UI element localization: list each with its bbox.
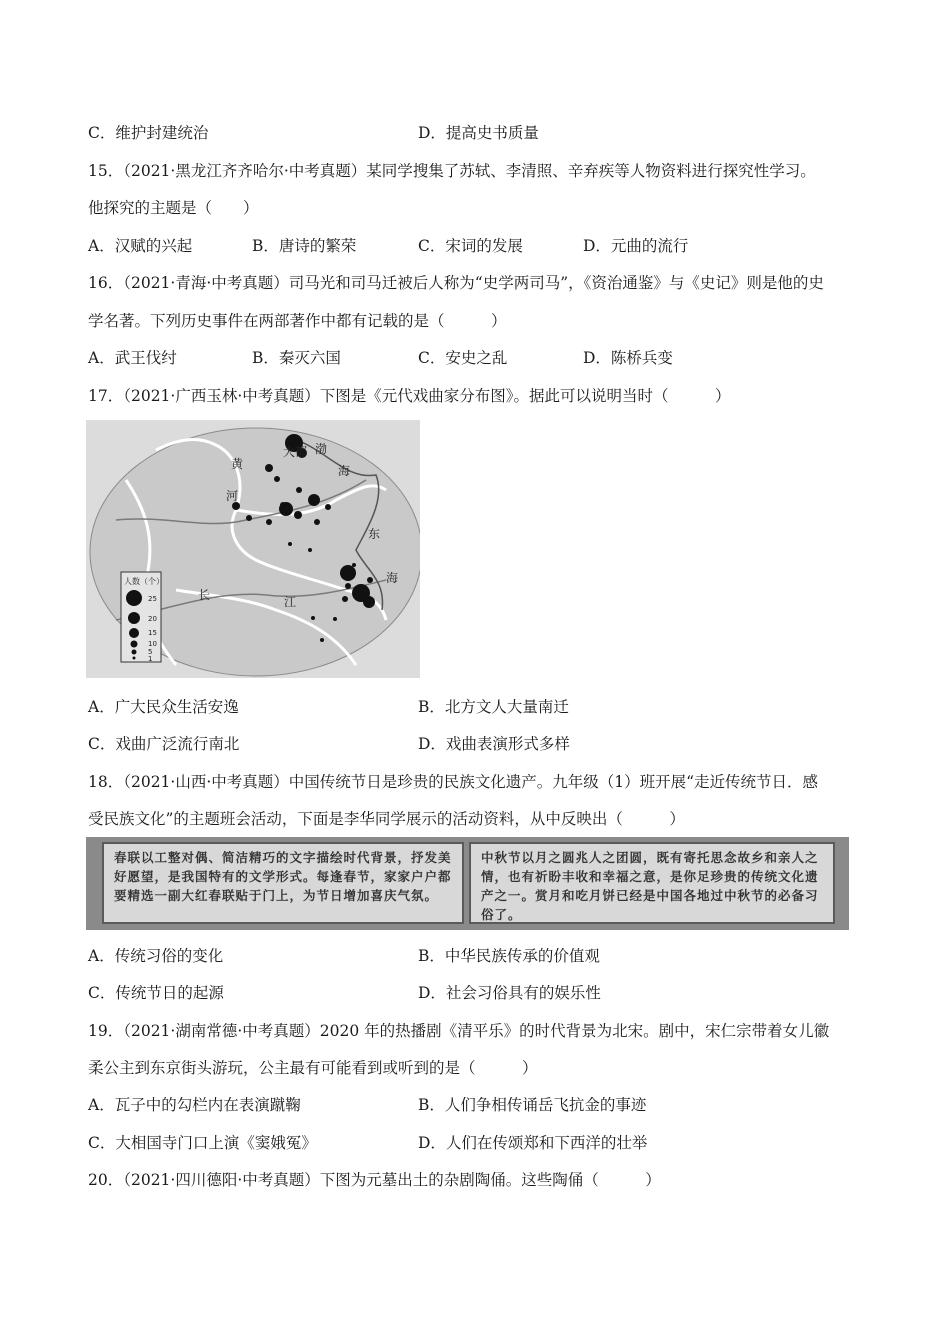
q18-option-b: B．中华民族传承的价值观 [418, 947, 600, 965]
q18-option-a: A．传统习俗的变化 [88, 947, 224, 965]
map-label-hai: 海 [338, 464, 351, 478]
q19-stem-line1: 19．（2021·湖南常德·中考真题）2020 年的热播剧《清平乐》的时代背景为北宋。剧中，宋仁宗带着女儿徽 [88, 1022, 830, 1040]
legend-title: 人数（个） [124, 577, 164, 586]
q18-stem-line2: 受民族文化”的主题班会活动，下面是李华同学展示的活动资料，从中反映出（ ） [88, 810, 685, 828]
q16-option-c: C．安史之乱 [418, 349, 508, 367]
map-label-hai2: 海 [386, 571, 399, 585]
q18-option-d: D．社会习俗具有的娱乐性 [418, 984, 601, 1002]
legend-value-25: 25 [148, 595, 157, 603]
q17-option-a: A．广大民众生活安逸 [88, 698, 239, 716]
festival-materials-image [86, 837, 849, 930]
map-label-dong: 东 [368, 527, 381, 541]
q15-option-d: D．元曲的流行 [583, 237, 689, 255]
q19-option-c: C．大相国寺门口上演《窦娥冤》 [88, 1134, 317, 1152]
yuan-dramatist-distribution-map [86, 420, 420, 678]
q19-option-d: D．人们在传颂郑和下西洋的壮举 [418, 1134, 648, 1152]
q15-stem-line2: 他探究的主题是（ ） [88, 199, 259, 217]
q18-option-c: C．传统节日的起源 [88, 984, 224, 1002]
legend-value-20: 20 [148, 615, 157, 623]
q15-option-b: B．唐诗的繁荣 [252, 237, 357, 255]
q17-option-c: C．戏曲广泛流行南北 [88, 735, 240, 753]
q17-option-d: D．戏曲表演形式多样 [418, 735, 570, 753]
q14-option-d: D．提高史书质量 [418, 124, 539, 142]
q14-option-c: C．维护封建统治 [88, 124, 209, 142]
map-drawing [86, 420, 420, 678]
q17-option-b: B．北方文人大量南迁 [418, 698, 569, 716]
q19-option-b: B．人们争相传诵岳飞抗金的事迹 [418, 1096, 647, 1114]
legend-value-15: 15 [148, 629, 157, 637]
q15-option-c: C．宋词的发展 [418, 237, 523, 255]
spring-couplet-card: 春联以工整对偶、简洁精巧的文字描绘时代背景，抒发美好愿望，是我国特有的文学形式。每逢春节，家家户户都要精选一副大红春联贴于门上，为节日增加喜庆气氛。 [102, 842, 464, 924]
map-legend [121, 572, 164, 663]
q20-stem: 20．（2021·四川德阳·中考真题）下图为元墓出土的杂剧陶俑。这些陶俑（ ） [88, 1171, 661, 1189]
legend-value-1: 1 [148, 655, 153, 663]
map-label-bo: 渤 [315, 442, 328, 456]
legend-value-10: 10 [148, 640, 157, 648]
map-label-he: 河 [226, 489, 239, 503]
q15-stem-line1: 15．（2021·黑龙江齐齐哈尔·中考真题）某同学搜集了苏轼、李清照、辛弃疾等人物资料进行探究性学习。 [88, 162, 816, 180]
map-label-dadu: 大都 [283, 445, 308, 459]
q19-option-a: A．瓦子中的勾栏内在表演蹴鞠 [88, 1096, 301, 1114]
q16-stem-line1: 16．（2021·青海·中考真题）司马光和司马迁被后人称为“史学两司马”，《资治通鉴》与《史记》则是他的史 [88, 274, 824, 292]
legend-value-5: 5 [148, 648, 153, 656]
mid-autumn-card: 中秋节以月之圆兆人之团圆，既有寄托思念故乡和亲人之情，也有祈盼丰收和幸福之意，是你足珍贵的传统文化遗产之一。赏月和吃月饼已经是中国各地过中秋节的必备习俗了。 [469, 842, 835, 924]
q18-stem-line1: 18．（2021·山西·中考真题）中国传统节日是珍贵的民族文化遗产。九年级（1）班开展“走近传统节日．感 [88, 773, 819, 791]
q16-stem-line2: 学名著。下列历史事件在两部著作中都有记载的是（ ） [88, 312, 507, 330]
map-label-chang: 长 [198, 588, 211, 602]
q15-option-a: A．汉赋的兴起 [88, 237, 193, 255]
q16-option-a: A．武王伐纣 [88, 349, 177, 367]
q16-option-d: D．陈桥兵变 [583, 349, 673, 367]
q16-option-b: B．秦灭六国 [252, 349, 341, 367]
q17-stem: 17．（2021·广西玉林·中考真题）下图是《元代戏曲家分布图》。据此可以说明当时（ ） [88, 387, 731, 405]
q19-stem-line2: 柔公主到东京街头游玩，公主最有可能看到或听到的是（ ） [88, 1059, 538, 1077]
map-label-huang: 黄 [231, 457, 244, 471]
map-label-jiang: 江 [284, 595, 297, 609]
